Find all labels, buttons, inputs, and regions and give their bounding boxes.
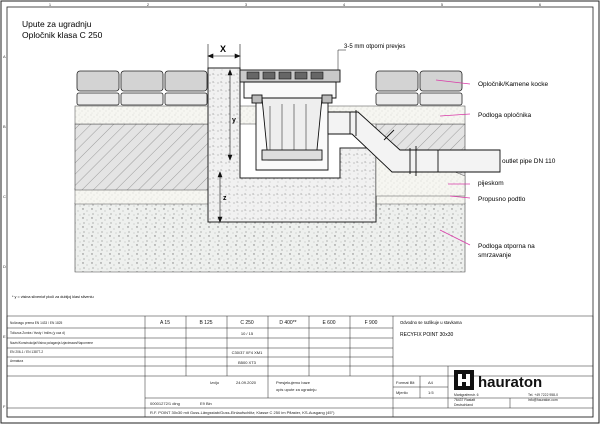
grid-row-label: A	[3, 54, 6, 59]
class-cell: C30/37 XF4 XM1	[231, 350, 263, 355]
brand-name: hauraton	[478, 374, 543, 391]
label-sand: pijeskom	[478, 180, 504, 187]
row-label: Nolizvagu prema EN 1433 / EN 1825	[10, 321, 63, 325]
dimension-y-label: y	[232, 117, 236, 124]
grid-col-label: 5	[440, 2, 444, 7]
grid-row-label: E	[3, 334, 6, 339]
class-cell: 10 / 15	[240, 331, 254, 336]
class-cell: D 400**	[279, 320, 297, 326]
format-label: Format Blt	[396, 380, 415, 385]
footer-description: R.F. POINT 30x30 mit Guss-Längsstab/Guss-Einlaufschlitz; Klasse C 250 im Pflaster, KS-Ausgang (45°)	[150, 410, 335, 415]
drawing-number: 00001272/1 ding	[150, 401, 180, 406]
row-label: Toliczca Zontra / tivsty / tnšlrs (y oca d)	[10, 331, 65, 335]
label-bedding: Podloga opločnika	[478, 112, 532, 119]
product-desc: Odvodno se razlikuje u stavkama	[400, 320, 462, 325]
sheet-code: E9 Bin	[200, 401, 212, 406]
desc-line1: Presjekujemo baze	[276, 380, 311, 385]
dimension-x-label: X	[220, 44, 227, 54]
row-label: Naziv/Konstrukcija/Visina polaganja Izjavimaan/Napomene	[10, 341, 94, 345]
class-cell: E 600	[322, 320, 336, 326]
class-cell: B 125	[199, 320, 213, 326]
label-frost-2: smrzavanje	[478, 252, 512, 259]
class-cell: A 15	[159, 320, 171, 326]
slot-label: 3-5 mm otporni prevjes	[344, 44, 406, 50]
product-name: RECYFIX POINT 30x30	[400, 332, 454, 338]
label-frost-1: Podloga otporna na	[478, 243, 535, 250]
grid-row-label: C	[3, 194, 6, 199]
contact-line: info@hauraton.com	[528, 398, 558, 402]
drawing-title: Upute za ugradnju	[22, 19, 92, 29]
contact-line: Tel. +49 7222 958-0	[528, 393, 559, 397]
grid-col-label: 1	[48, 2, 52, 7]
grid-col-label: 4	[342, 2, 346, 7]
class-cell: B500 XT3	[238, 360, 256, 365]
class-cell: C 250	[240, 320, 254, 326]
label-outlet: outlet pipe DN 110	[502, 158, 556, 165]
grid-row-label: F	[3, 404, 6, 409]
bedding-left	[75, 124, 208, 190]
addr-line: Markgrafenstr. 6	[454, 393, 479, 397]
grid-col-label: 3	[244, 2, 248, 7]
hauraton-logo	[454, 370, 542, 391]
addr-line: 76437 Rastatt	[454, 398, 476, 402]
grid-row-label: B	[3, 124, 6, 129]
date-label: Izvijo	[210, 380, 220, 385]
desc-line2: opis upute za ugradnju	[276, 387, 317, 392]
label-permeable: Propusno podtlo	[478, 196, 526, 203]
pavers-left	[77, 71, 207, 105]
date-value: 24.09.2020	[236, 380, 257, 385]
row-label: EN 206-1 / EN 13877-2	[10, 350, 44, 354]
footnote: * y = visina sliveniof ploči za dubljoj klasi sliveniu	[12, 295, 94, 299]
format-value: A4	[428, 380, 433, 385]
dimension-z-label: z	[223, 195, 227, 202]
scale-value: 1:5	[428, 390, 434, 395]
label-paver: Opločnik/Kamene kocke	[478, 81, 549, 88]
grid-col-label: 6	[538, 2, 542, 7]
grid-row-label: D	[3, 264, 6, 269]
class-cell: F 900	[364, 320, 378, 326]
drawing-subtitle: Opločnik klasa C 250	[22, 30, 103, 40]
scale-label: Mjerilo	[396, 390, 408, 395]
row-label: Armatura	[10, 359, 24, 363]
addr-line: Deutschland	[454, 403, 473, 407]
grid-col-label: 2	[146, 2, 150, 7]
